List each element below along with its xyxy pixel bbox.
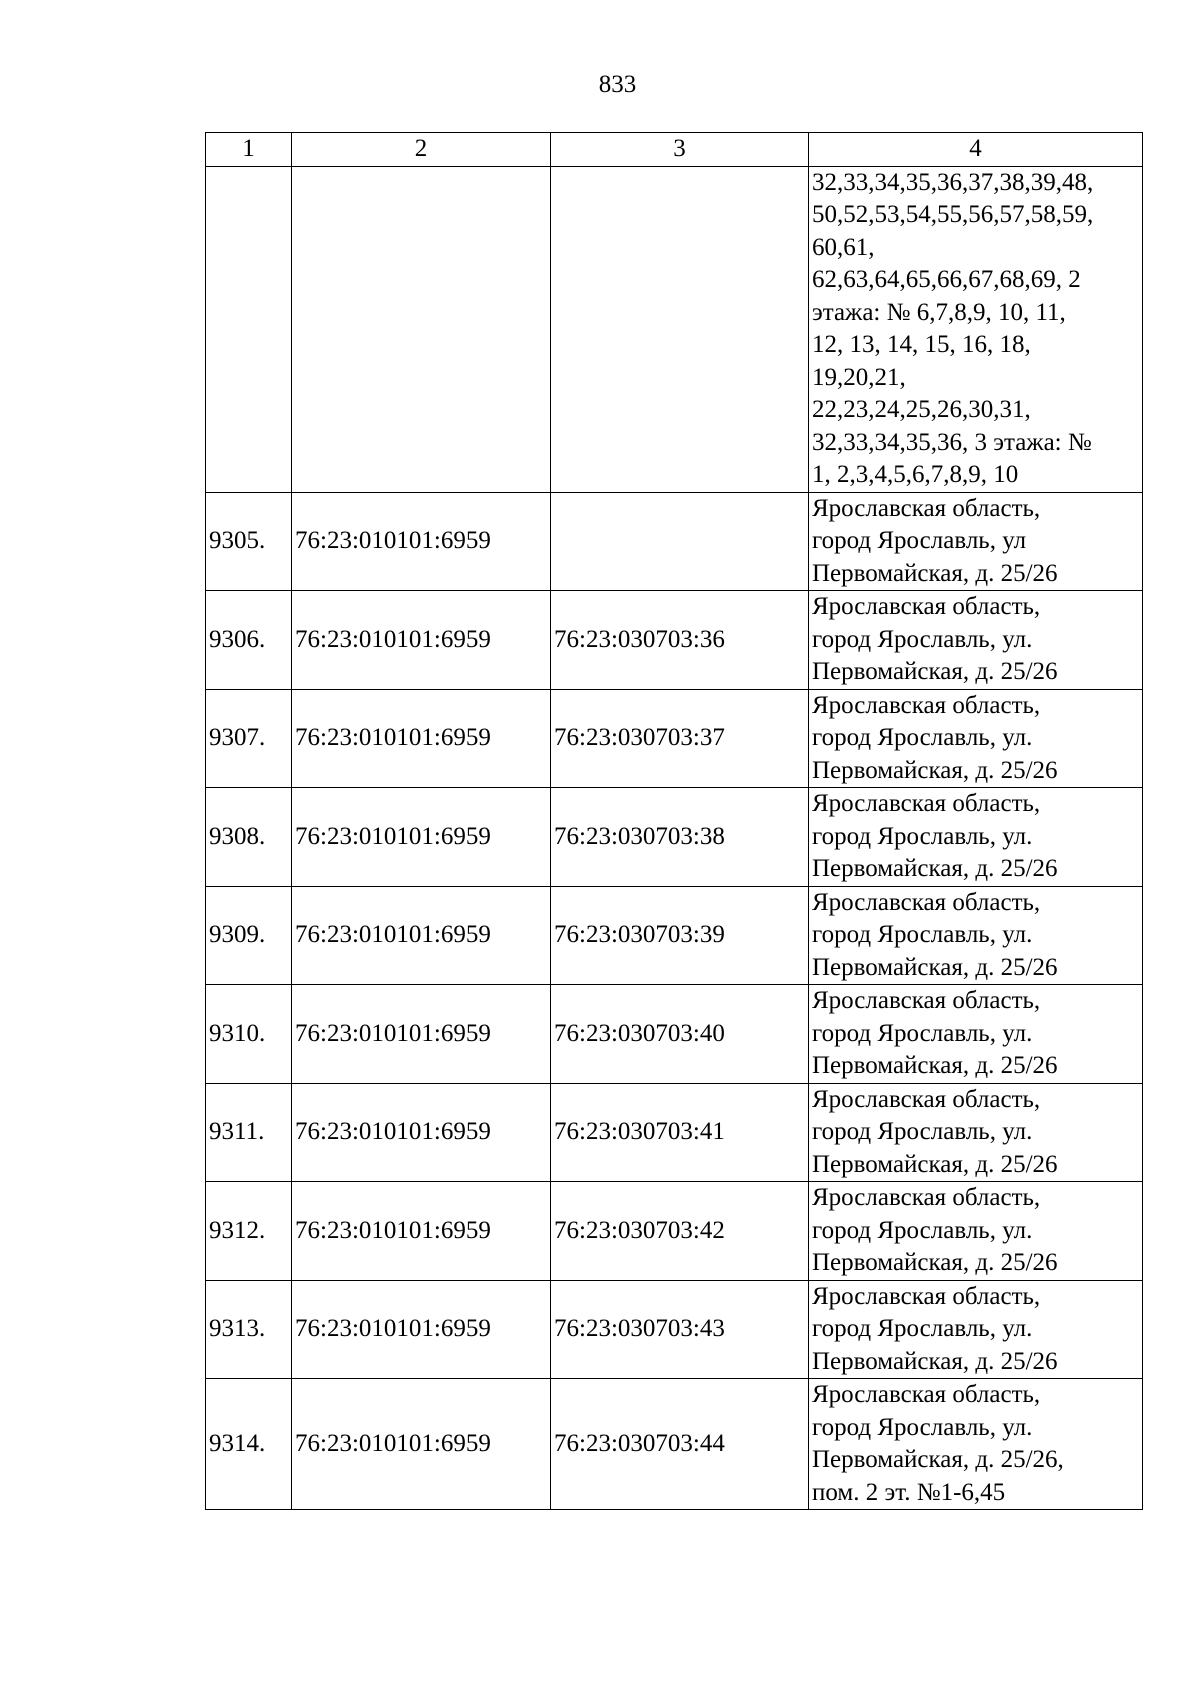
- address-cell: Ярославская область, город Ярославль, ул. Первомайская, д. 25/26: [809, 1280, 1143, 1379]
- building-cadastral-cell: 76:23:010101:6959: [292, 886, 551, 985]
- num-cell: 9306.: [206, 591, 292, 690]
- address-cell: 32,33,34,35,36,37,38,39,48, 50,52,53,54,55,56,57,58,59, 60,61, 62,63,64,65,66,67,68,69, 2 этажа: № 6,7,8,9, 10, 11, 12, 13, 14, 15, 16, 18, 19,20,21, 22,23,24,25,26,30,31, 32,33,34,35,36, 3 этажа: № 1, 2,3,4,5,6,7,8,9, 10: [809, 166, 1143, 492]
- continuation-row: [206, 166, 1143, 492]
- table-row: [206, 1379, 1143, 1510]
- building-cadastral-cell: 76:23:010101:6959: [292, 1280, 551, 1379]
- address-cell: Ярославская область, город Ярославль, ул. Первомайская, д. 25/26: [809, 689, 1143, 788]
- premise-cadastral-cell: 76:23:030703:38: [551, 788, 809, 887]
- num-cell: 9308.: [206, 788, 292, 887]
- premise-cadastral-cell: [551, 166, 809, 492]
- table-row: [206, 788, 1143, 887]
- header-col-4: 4: [809, 133, 1143, 167]
- building-cadastral-cell: [292, 166, 551, 492]
- table-row: [206, 492, 1143, 591]
- address-cell: Ярославская область, город Ярославль, ул. Первомайская, д. 25/26: [809, 591, 1143, 690]
- premise-cadastral-cell: 76:23:030703:42: [551, 1182, 809, 1281]
- header-col-1: 1: [206, 133, 292, 167]
- table-row: [206, 591, 1143, 690]
- table-row: [206, 1083, 1143, 1182]
- premise-cadastral-cell: 76:23:030703:40: [551, 985, 809, 1084]
- num-cell: 9305.: [206, 492, 292, 591]
- address-cell: Ярославская область, город Ярославль, ул. Первомайская, д. 25/26: [809, 886, 1143, 985]
- address-cell: Ярославская область, город Ярославль, ул. Первомайская, д. 25/26: [809, 788, 1143, 887]
- premise-cadastral-cell: 76:23:030703:36: [551, 591, 809, 690]
- premise-cadastral-cell: 76:23:030703:43: [551, 1280, 809, 1379]
- premise-cadastral-cell: 76:23:030703:41: [551, 1083, 809, 1182]
- premise-cadastral-cell: 76:23:030703:44: [551, 1379, 809, 1510]
- building-cadastral-cell: 76:23:010101:6959: [292, 788, 551, 887]
- num-cell: 9307.: [206, 689, 292, 788]
- premise-cadastral-cell: [551, 492, 809, 591]
- num-cell: 9314.: [206, 1379, 292, 1510]
- building-cadastral-cell: 76:23:010101:6959: [292, 985, 551, 1084]
- building-cadastral-cell: 76:23:010101:6959: [292, 1379, 551, 1510]
- building-cadastral-cell: 76:23:010101:6959: [292, 591, 551, 690]
- registry-table: [205, 132, 1143, 1510]
- address-cell: Ярославская область, город Ярославль, ул Первомайская, д. 25/26: [809, 492, 1143, 591]
- building-cadastral-cell: 76:23:010101:6959: [292, 492, 551, 591]
- header-row: [206, 133, 1143, 167]
- building-cadastral-cell: 76:23:010101:6959: [292, 1182, 551, 1281]
- table-row: [206, 1182, 1143, 1281]
- table-row: [206, 1280, 1143, 1379]
- header-col-3: 3: [551, 133, 809, 167]
- address-cell: Ярославская область, город Ярославль, ул. Первомайская, д. 25/26: [809, 1182, 1143, 1281]
- building-cadastral-cell: 76:23:010101:6959: [292, 1083, 551, 1182]
- table-row: [206, 985, 1143, 1084]
- table-row: [206, 689, 1143, 788]
- premise-cadastral-cell: 76:23:030703:39: [551, 886, 809, 985]
- num-cell: 9309.: [206, 886, 292, 985]
- num-cell: 9313.: [206, 1280, 292, 1379]
- page-number: 833: [598, 71, 637, 98]
- table-row: [206, 886, 1143, 985]
- header-col-2: 2: [292, 133, 551, 167]
- num-cell: [206, 166, 292, 492]
- num-cell: 9311.: [206, 1083, 292, 1182]
- premise-cadastral-cell: 76:23:030703:37: [551, 689, 809, 788]
- address-cell: Ярославская область, город Ярославль, ул. Первомайская, д. 25/26: [809, 1083, 1143, 1182]
- address-cell: Ярославская область, город Ярославль, ул. Первомайская, д. 25/26: [809, 985, 1143, 1084]
- num-cell: 9312.: [206, 1182, 292, 1281]
- building-cadastral-cell: 76:23:010101:6959: [292, 689, 551, 788]
- address-cell: Ярославская область, город Ярославль, ул. Первомайская, д. 25/26, пом. 2 эт. №1-6,45: [809, 1379, 1143, 1510]
- num-cell: 9310.: [206, 985, 292, 1084]
